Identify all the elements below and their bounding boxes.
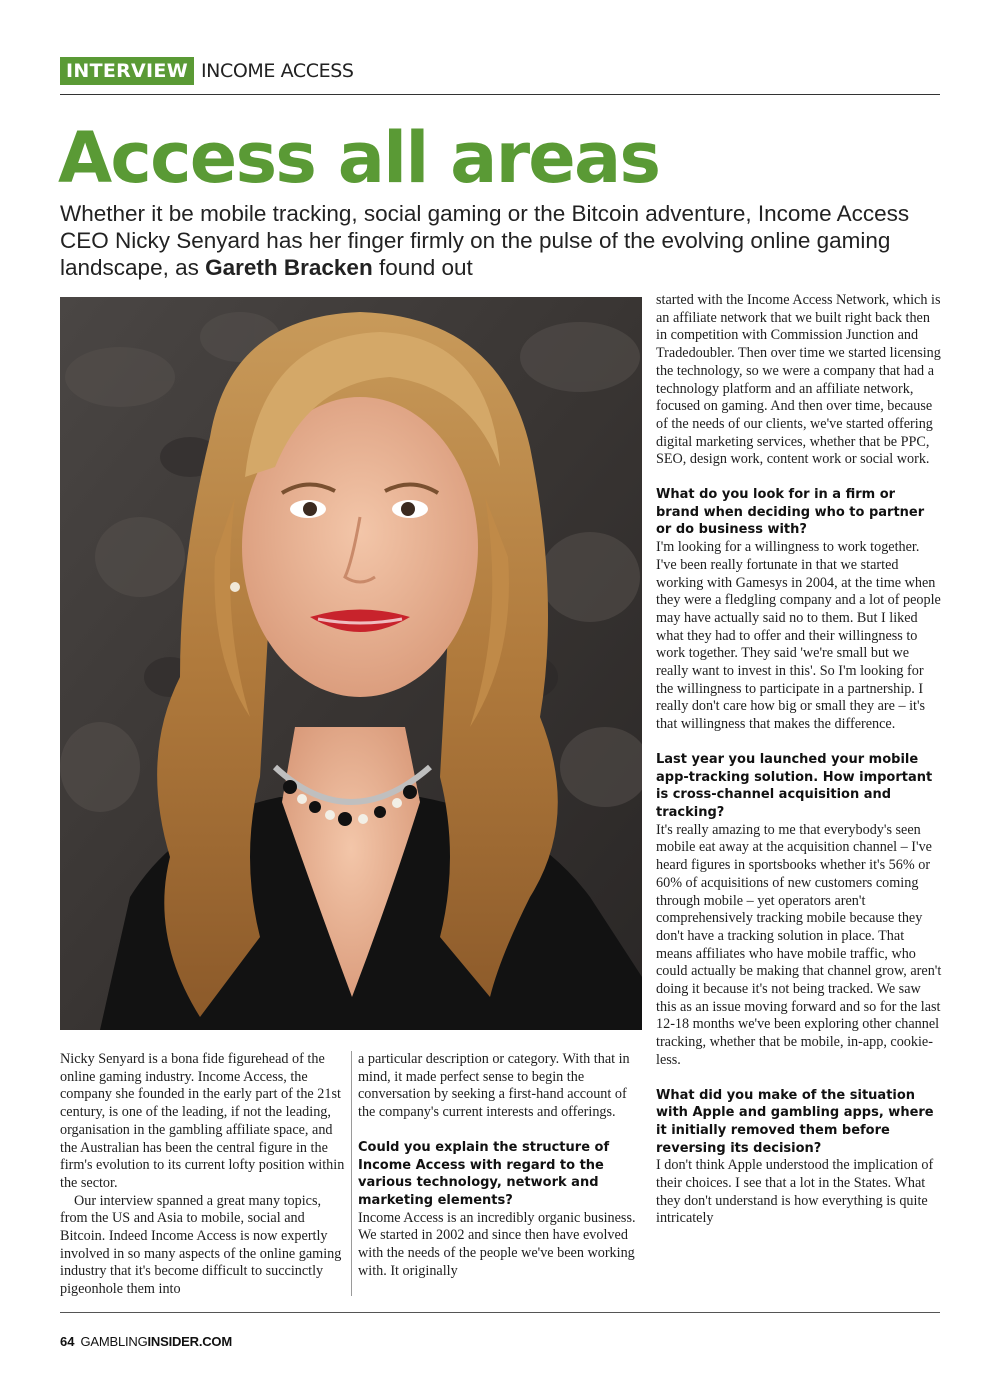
column-divider (351, 1051, 352, 1296)
interview-answer: Income Access is an incredibly organic business. We started in 2002 and since then have evolved with the needs of the people we've been working with. It originally (358, 1209, 636, 1279)
body-column-3 (656, 292, 942, 1228)
top-rule (60, 94, 940, 95)
header-bar (60, 57, 354, 85)
author-name: Gareth Bracken (205, 255, 373, 280)
body-paragraph: started with the Income Access Network, which is an affiliate network that we built right back then in competition with Commission Junction and Tradedoubler. Then over time we started licensing the technology, so we were a company that had a technology platform and an affiliate network, focused on gaming. And then over time, because of the needs of our clients, we've started offering digital marketing services, whether that be PPC, SEO, design work, content work or social work. (656, 292, 941, 468)
interview-answer: I don't think Apple understood the implication of their choices. I see that a lot in the States. What they don't understand is how everything is quite intricately (656, 1157, 934, 1227)
page-footer (60, 1334, 232, 1349)
body-column-1 (60, 1051, 347, 1299)
portrait-photo (60, 297, 642, 1030)
interview-answer: I'm looking for a willingness to work together. I've been really fortunate in that we started working with Gamesys in 2004, at the time when they were a fledgling company and a lot of people may have actually said no to them. But I liked what they had to offer and their willingness to work together. They said 'we're small but we really want to invest in this'. So I'm looking for the willingness to participate in a partnership. I really don't care how big or small they are – it's that willingness that makes the difference. (656, 539, 941, 733)
page-number: 64 (60, 1334, 75, 1349)
interview-answer: It's really amazing to me that everybody's seen mobile eat away at the acquisition channel – I've heard figures in sportsbooks whether it's 56% or 60% of acquisitions of new customers coming through mobile – yet operators aren't comprehensively tracking mobile because they don't have a tracking solution in place. That means affiliates who have mobile traffic, who could actually be making that channel grow, aren't doing it because it's not being tracked. We saw this as an issue moving forward and so for the last 12-18 months we've been exploring other channel tracking, whether that be mobile, in-app, cookie-less. (656, 821, 942, 1068)
body-paragraph: a particular description or category. With that in mind, it made perfect sense to begin the conversation by seeking a first-hand account of the company's current interests and offerings. (358, 1051, 630, 1121)
standfirst (60, 200, 940, 281)
site-name-bold: INSIDER.COM (147, 1334, 232, 1349)
interview-question: Could you explain the structure of Income Access with regard to the various technology, network and marketing elements? (358, 1139, 610, 1208)
interview-question: Last year you launched your mobile app-tracking solution. How important is cross-channel acquisition and tracking? (656, 751, 933, 820)
site-name (80, 1334, 232, 1349)
standfirst-tail: found out (372, 255, 473, 280)
category-tag: INTERVIEW (60, 57, 194, 85)
section-label: INCOME ACCESS (200, 60, 354, 82)
intro-paragraph: Nicky Senyard is a bona fide figurehead of the online gaming industry. Income Access, the company she founded in the early part of the 21st century, is one of the leading, if not the leading, organisation in the gambling affiliate space, and the Australian has been the central figure in the firm's evolution to its current lofty position within the sector. (60, 1051, 345, 1191)
headline: Access all areas (58, 117, 660, 199)
body-paragraph: Our interview spanned a great many topics, from the US and Asia to mobile, social and Bitcoin. Indeed Income Access is now expertly involved in so many aspects of the online gaming industry that it's become difficult to succinctly pigeonhole them into (60, 1192, 342, 1298)
interview-question: What did you make of the situation with Apple and gambling apps, where it initially removed them before reversing its decision? (656, 1087, 934, 1156)
body-column-2 (358, 1051, 640, 1280)
standfirst-text: Whether it be mobile tracking, social gaming or the Bitcoin adventure, Income Access CEO Nicky Senyard has her finger firmly on the pulse of the evolving online gaming landscape, as (60, 201, 910, 280)
bottom-rule (60, 1312, 940, 1313)
site-name-part: GAMBLING (80, 1334, 148, 1349)
interview-question: What do you look for in a firm or brand when deciding who to partner or do business with? (656, 487, 925, 538)
